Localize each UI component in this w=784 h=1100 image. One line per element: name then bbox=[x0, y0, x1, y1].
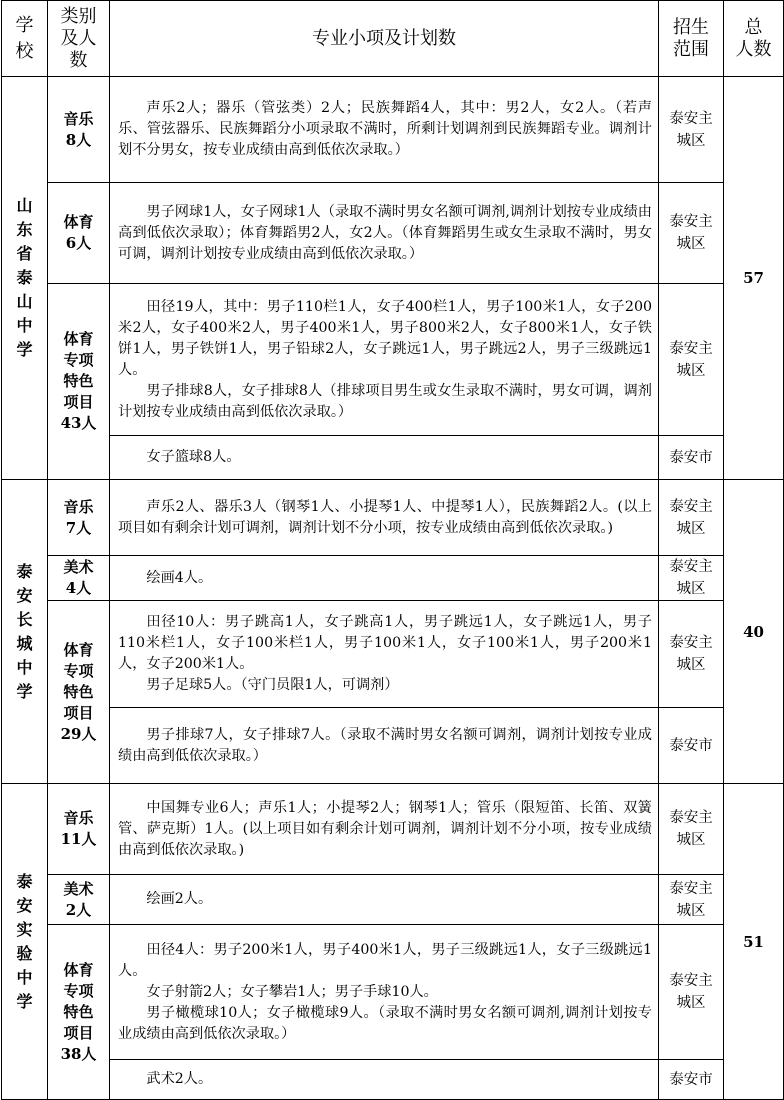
header-school bbox=[2, 1, 48, 77]
scope-cell: 泰安市 bbox=[659, 708, 724, 784]
scope-cell: 泰安主 城区 bbox=[659, 875, 724, 925]
table-row bbox=[2, 556, 784, 601]
detail-line: 田径19人，其中：男子110栏1人，女子400栏1人，男子100米1人，女子200米2人，女子400米2人，男子400米1人，男子800米2人，女子800米1人，女子铁饼1人，男子铁饼1人，男子铅球2人，女子跳远1人，男子跳远2人，男子三级跳远1人。 bbox=[118, 298, 652, 378]
detail-cell bbox=[110, 284, 659, 436]
detail-line: 男子足球5人。（守门员限1人，可调剂） bbox=[146, 677, 399, 693]
table-row bbox=[2, 1060, 784, 1100]
admission-plan-table bbox=[1, 0, 784, 1100]
table-row bbox=[2, 925, 784, 1060]
category-cell: 音乐 7人 bbox=[48, 480, 110, 556]
detail-cell bbox=[110, 436, 659, 480]
header-scope: 招生 范围 bbox=[659, 1, 724, 77]
header-school-label: 学校 bbox=[15, 14, 34, 62]
scope-cell: 泰安主 城区 bbox=[659, 925, 724, 1060]
detail-cell bbox=[110, 784, 659, 875]
scope-cell: 泰安主 城区 bbox=[659, 784, 724, 875]
scope-cell: 泰安主 城区 bbox=[659, 556, 724, 601]
scope-cell: 泰安主 城区 bbox=[659, 601, 724, 708]
scope-cell: 泰安主 城区 bbox=[659, 77, 724, 183]
table-row bbox=[2, 875, 784, 925]
school-name-cell bbox=[2, 784, 48, 1100]
detail-line: 田径4人：男子200米1人，男子400米1人，男子三级跳远1人，女子三级跳远1人。 bbox=[118, 941, 652, 979]
total-count-cell: 40 bbox=[724, 480, 784, 784]
table-row bbox=[2, 77, 784, 183]
detail-line: 男子排球7人，女子排球7人。（录取不满时男女名额可调剂，调剂计划按专业成绩由高到低依次录取。） bbox=[118, 726, 652, 764]
detail-line: 中国舞专业6人；声乐1人；小提琴2人；钢琴1人；管乐（限短笛、长笛、双簧管、萨克斯）1人。(以上项目如有剩余计划可调剂，调剂计划不分小项，按专业成绩由高到低依次录取。) bbox=[118, 799, 652, 858]
table-row bbox=[2, 784, 784, 875]
detail-line: 男子排球8人，女子排球8人（排球项目男生或女生录取不满时，男女可调，调剂计划按专业成绩由高到低依次录取。） bbox=[118, 382, 652, 420]
detail-cell bbox=[110, 480, 659, 556]
total-count-cell: 57 bbox=[724, 77, 784, 480]
header-category: 类别 及人 数 bbox=[48, 1, 110, 77]
table-row bbox=[2, 436, 784, 480]
detail-line: 女子篮球8人。 bbox=[146, 449, 241, 465]
scope-cell: 泰安主 城区 bbox=[659, 284, 724, 436]
total-count-cell: 51 bbox=[724, 784, 784, 1100]
header-details: 专业小项及计划数 bbox=[110, 1, 659, 77]
school-name: 泰安实验中学 bbox=[16, 871, 33, 1011]
school-name: 山东省泰山中学 bbox=[16, 196, 33, 359]
table-body bbox=[2, 77, 784, 1100]
detail-line: 声乐2人；器乐（管弦类）2人；民族舞蹈4人，其中：男2人，女2人。（若声乐、管弦器乐、民族舞蹈分小项录取不满时，所剩计划调剂到民族舞蹈专业。调剂计划不分男女，按专业成绩由高到低依次录取。） bbox=[118, 100, 652, 158]
detail-line: 田径10人：男子跳高1人，女子跳高1人，男子跳远1人，女子跳远1人，男子110米栏1人，女子100米栏1人，男子100米1人，女子100米1人，男子200米1人，女子200米1人。 bbox=[118, 614, 652, 672]
detail-line: 绘画4人。 bbox=[146, 569, 213, 586]
detail-line: 武术2人。 bbox=[146, 1071, 213, 1087]
scope-cell: 泰安主 城区 bbox=[659, 183, 724, 284]
table-row bbox=[2, 183, 784, 284]
detail-line: 男子橄榄球10人；女子橄榄球9人。（录取不满时男女名额可调剂,调剂计划按专业成绩由高到低依次录取。） bbox=[118, 1004, 652, 1042]
category-cell: 体育 6人 bbox=[48, 183, 110, 284]
detail-cell bbox=[110, 925, 659, 1060]
header-total: 总 人数 bbox=[724, 1, 784, 77]
detail-cell bbox=[110, 1060, 659, 1100]
category-cell: 体育 专项 特色 项目 29人 bbox=[48, 601, 110, 784]
table-row bbox=[2, 480, 784, 556]
category-cell: 美术 4人 bbox=[48, 556, 110, 601]
detail-cell bbox=[110, 183, 659, 284]
category-cell: 美术 2人 bbox=[48, 875, 110, 925]
detail-cell bbox=[110, 601, 659, 708]
detail-cell bbox=[110, 77, 659, 183]
category-cell: 音乐 8人 bbox=[48, 77, 110, 183]
category-cell: 体育 专项 特色 项目 43人 bbox=[48, 284, 110, 480]
school-name-cell bbox=[2, 480, 48, 784]
table-row bbox=[2, 708, 784, 784]
detail-line: 声乐2人、器乐3人（钢琴1人、小提琴1人、中提琴1人），民族舞蹈2人。(以上项目如有剩余计划可调剂，调剂计划不分小项，按专业成绩由高到低依次录取。) bbox=[118, 498, 652, 536]
table-row bbox=[2, 284, 784, 436]
school-name: 泰安长城中学 bbox=[16, 561, 33, 701]
detail-line: 绘画2人。 bbox=[146, 891, 213, 907]
category-cell: 体育 专项 特色 项目 38人 bbox=[48, 925, 110, 1100]
detail-cell bbox=[110, 708, 659, 784]
category-cell: 音乐 11人 bbox=[48, 784, 110, 875]
school-name-cell bbox=[2, 77, 48, 480]
table-row bbox=[2, 601, 784, 708]
header-row bbox=[2, 1, 784, 77]
detail-cell bbox=[110, 875, 659, 925]
detail-cell bbox=[110, 556, 659, 601]
detail-line: 女子射箭2人；女子攀岩1人；男子手球10人。 bbox=[146, 983, 438, 1000]
detail-line: 男子网球1人，女子网球1人（录取不满时男女名额可调剂,调剂计划按专业成绩由高到低依次录取）；体育舞蹈男2人，女2人。（体育舞蹈男生或女生录取不满时，男女可调，调剂计划按专业成绩由高到低依次录取。） bbox=[118, 203, 652, 262]
scope-cell: 泰安市 bbox=[659, 1060, 724, 1100]
scope-cell: 泰安主 城区 bbox=[659, 480, 724, 556]
scope-cell: 泰安市 bbox=[659, 436, 724, 480]
